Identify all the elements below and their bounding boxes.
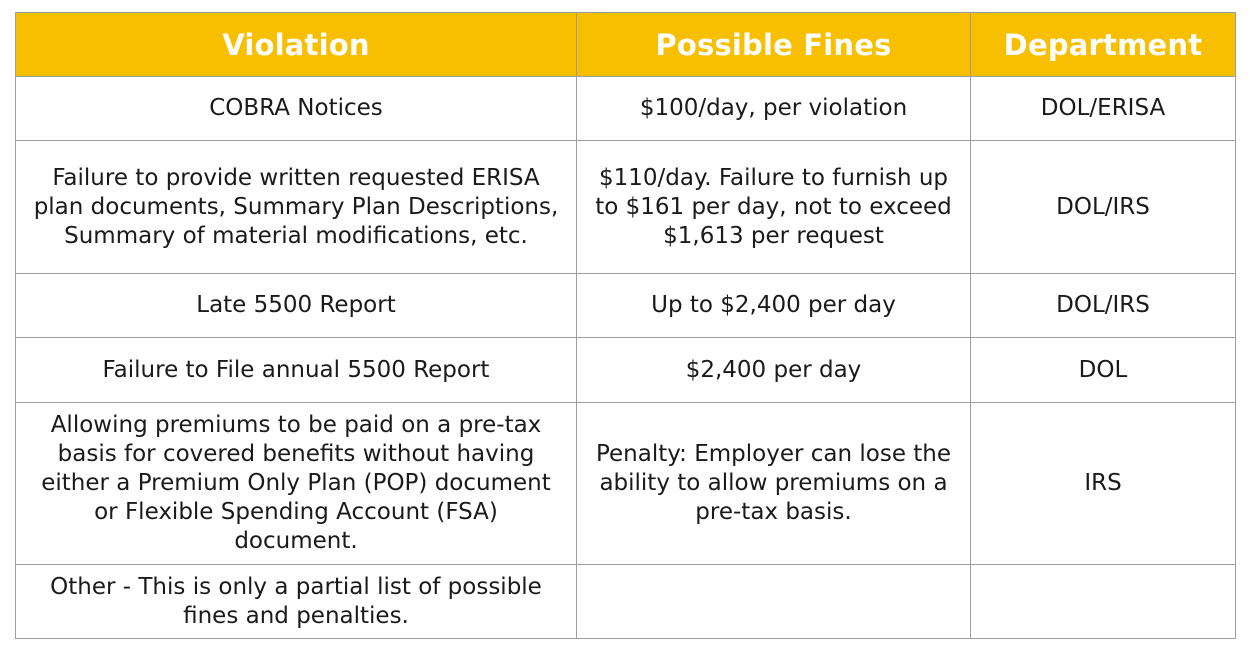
violation-cell: Other - This is only a partial list of possible fines and penalties. <box>16 565 577 639</box>
fines-cell: Up to $2,400 per day <box>577 274 971 338</box>
header-violation: Violation <box>16 13 577 77</box>
table-row <box>16 141 1236 274</box>
table-header-row <box>16 13 1236 77</box>
fines-cell <box>577 565 971 639</box>
header-department: Department <box>971 13 1236 77</box>
department-cell: DOL/ERISA <box>971 77 1236 141</box>
department-cell: DOL <box>971 338 1236 403</box>
department-cell <box>971 565 1236 639</box>
violation-cell: Failure to provide written requested ERISA plan documents, Summary Plan Descriptions, Summary of material modifications, etc. <box>16 141 577 274</box>
table-row <box>16 338 1236 403</box>
violation-cell: Failure to File annual 5500 Report <box>16 338 577 403</box>
violation-cell: COBRA Notices <box>16 77 577 141</box>
department-cell: DOL/IRS <box>971 274 1236 338</box>
table-row <box>16 77 1236 141</box>
fines-table-container <box>15 12 1236 639</box>
fines-cell: $110/day. Failure to furnish up to $161 per day, not to exceed $1,613 per request <box>577 141 971 274</box>
department-cell: DOL/IRS <box>971 141 1236 274</box>
fines-cell: $2,400 per day <box>577 338 971 403</box>
violation-cell: Late 5500 Report <box>16 274 577 338</box>
fines-table <box>15 12 1236 639</box>
header-possible-fines: Possible Fines <box>577 13 971 77</box>
table-row <box>16 403 1236 565</box>
department-cell: IRS <box>971 403 1236 565</box>
fines-cell: $100/day, per violation <box>577 77 971 141</box>
table-row <box>16 274 1236 338</box>
violation-cell: Allowing premiums to be paid on a pre-tax basis for covered benefits without having either a Premium Only Plan (POP) document or Flexible Spending Account (FSA) document. <box>16 403 577 565</box>
table-row <box>16 565 1236 639</box>
fines-cell: Penalty: Employer can lose the ability to allow premiums on a pre-tax basis. <box>577 403 971 565</box>
